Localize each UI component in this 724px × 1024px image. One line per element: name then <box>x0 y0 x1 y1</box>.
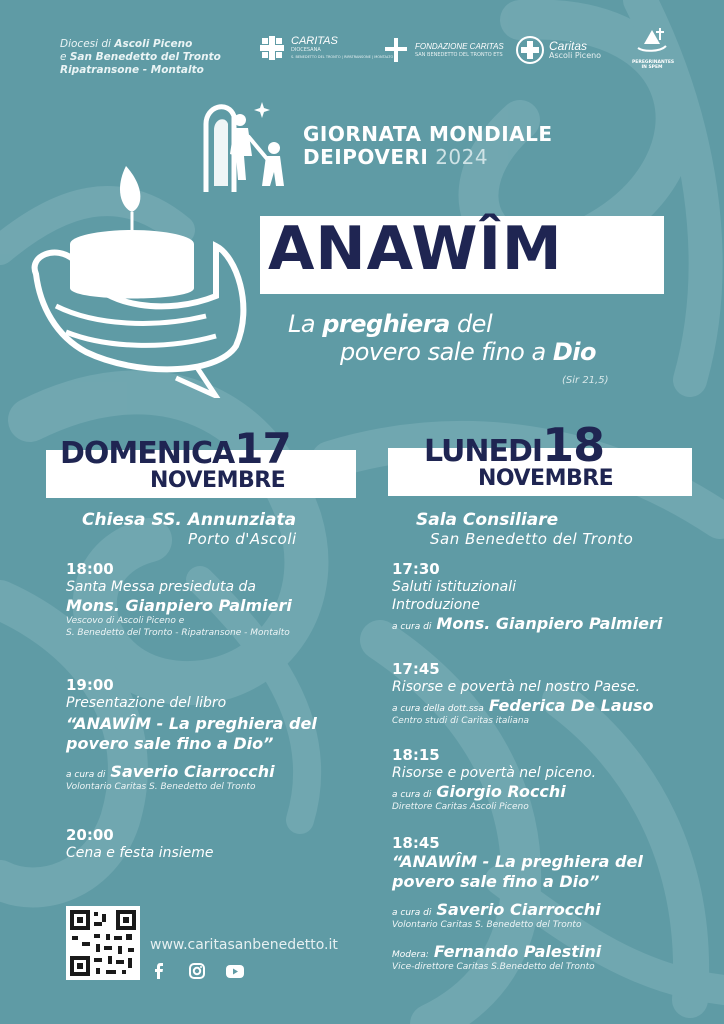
event-line-1: GIORNATA MONDIALE <box>303 122 553 146</box>
fondazione-caritas-logo: FONDAZIONE CARITAS SAN BENEDETTO DEL TRONTO ETS <box>382 36 504 64</box>
jubilee-icon <box>634 26 670 56</box>
youtube-icon[interactable] <box>226 962 244 980</box>
day1-item-1900: 19:00 Presentazione del libro “ANAWÎM - La preghiera del povero sale fino a Dio” a cura di Saverio Ciarrocchi Volontario Caritas S. Benedetto del Tronto <box>66 676 317 792</box>
instagram-icon[interactable] <box>188 962 206 980</box>
day1-place: Porto d'Ascoli <box>188 530 297 548</box>
day1-item-2000: 20:00 Cena e festa insieme <box>66 826 214 861</box>
facebook-icon[interactable] <box>150 962 168 980</box>
website-link[interactable]: www.caritasanbenedetto.it <box>150 937 338 953</box>
diocese-label: Diocesi di Ascoli Piceno e San Benedetto del Tronto Ripatransone - Montalto <box>60 38 221 76</box>
day2-item-1745: 17:45 Risorse e povertà nel nostro Paese. a cura della dott.ssa Federica De Lauso Centro studi di Caritas italiana <box>392 660 654 726</box>
caritas-flame-cross-icon <box>516 36 544 64</box>
subtitle-line-2: povero sale fino a Dio <box>340 338 596 366</box>
jubilee-logo: PEREGRINANTES IN SPEM <box>632 26 672 70</box>
day2-moderator: Modera: Fernando Palestini Vice-direttore Caritas S.Benedetto del Tronto <box>392 942 602 972</box>
social-links <box>150 962 244 980</box>
main-title: ANAWÎM <box>268 214 563 284</box>
day1-venue: Chiesa SS. Annunziata <box>82 510 297 530</box>
caritas-cross-icon <box>258 34 286 62</box>
caritas-ascoli-logo: Caritas Ascoli Piceno <box>516 36 601 64</box>
day2-heading: LUNEDI18 <box>424 418 605 472</box>
qr-code[interactable] <box>66 906 140 980</box>
subtitle-line-1: La preghiera del <box>288 310 493 338</box>
day2-item-1815: 18:15 Risorse e povertà nel piceno. a cura di Giorgio Rocchi Direttore Caritas Ascoli Piceno <box>392 746 597 812</box>
day1-heading: DOMENICA17 <box>60 424 291 473</box>
day2-venue: Sala Consiliare <box>416 510 559 530</box>
day2-item-1730: 17:30 Saluti istituzionali Introduzione a cura di Mons. Gianpiero Palmieri <box>392 560 663 633</box>
event-line-2: DEIPOVERI 2024 <box>303 145 489 169</box>
candle-hands-illustration <box>26 156 258 398</box>
fondazione-cross-icon <box>382 36 410 64</box>
citation: (Sir 21,5) <box>562 375 609 386</box>
day2-place: San Benedetto del Tronto <box>430 530 634 548</box>
caritas-diocesana-logo: CARITAS DIOCESANA S. BENEDETTO DEL TRONTO | RIPATRANSONE | MONTALTO <box>258 34 393 62</box>
day1-item-1800: 18:00 Santa Messa presieduta da Mons. Gianpiero Palmieri Vescovo di Ascoli Piceno e S. Benedetto del Tronto - Ripatransone - Montalto <box>66 560 292 638</box>
day2-item-1845: 18:45 “ANAWÎM - La preghiera del povero sale fino a Dio” a cura di Saverio Ciarrocchi Volontario Caritas S. Benedetto del Tronto <box>392 834 643 930</box>
day2-month: NOVEMBRE <box>478 466 614 491</box>
day1-month: NOVEMBRE <box>150 468 286 493</box>
